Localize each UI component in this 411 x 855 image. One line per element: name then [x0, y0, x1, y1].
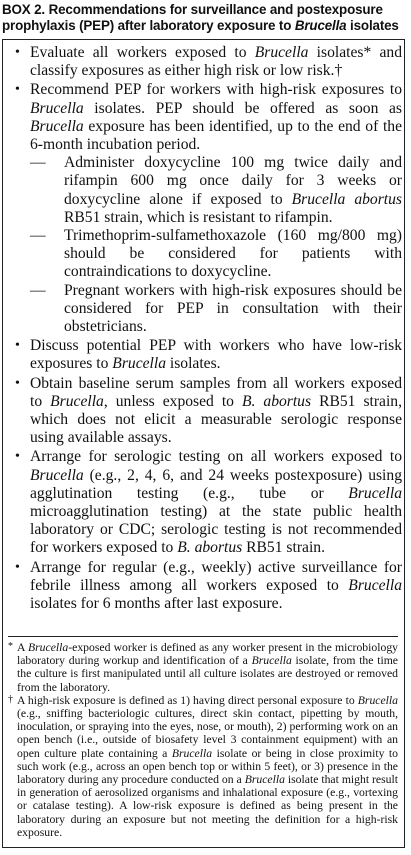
dash-icon: —	[30, 227, 46, 245]
sub-list-item: — Pregnant workers with high-risk exposures should be considered for PEP in consultation with their obstetricians.	[30, 281, 402, 336]
list-item: • Arrange for regular (e.g., weekly) active surveillance for febrile illness among all workers exposed to Brucella isolates for 6 months after last exposure.	[15, 558, 402, 613]
list-item: • Obtain baseline serum samples from all workers exposed to Brucella, unless exposed to B. abortus RB51 strain, which does not elicit a measurable serologic response using available assays.	[15, 374, 403, 447]
bullet-icon: •	[15, 82, 20, 98]
title-italic: Brucella	[294, 18, 347, 33]
dash-icon: —	[30, 154, 46, 172]
list-item: • Discuss potential PEP with workers who have low-risk exposures to Brucella isolates.	[15, 337, 402, 373]
sub-list-item: — Trimethoprim-sulfamethoxazole (160 mg/800 mg) should be considered for patients with contraindications to doxycycline.	[30, 227, 402, 281]
title-text-end: isolates	[346, 18, 399, 33]
list-item: • Arrange for serologic testing on all workers exposed to Brucella (e.g., 2, 4, 6, and 24 weeks postexposure) using agglutination testing (e.g., tube or Brucella microagglutination testing) at the state public health laboratory or CDC; serologic testing is not recommended for workers exposed to B. abortus RB51 strain.	[15, 448, 402, 557]
box-title	[2, 2, 409, 34]
footnote-exposed-worker: * A Brucella-exposed worker is defined as any worker present in the microbiology laboratory during workup and identification of a Brucella isolate, from the time the culture is first manipulated until all culture isolates are destroyed or removed from the laboratory.	[8, 641, 399, 694]
bullet-icon: •	[15, 449, 20, 465]
footnotes	[8, 636, 398, 839]
footnote-high-risk: † A high-risk exposure is defined as 1) having direct personal exposure to Brucella (e.g., sniffing bacteriologic cultures, direct skin contact, pipetting by mouth, inoculation, or spraying into the eyes, nose, or mouth), 2) performing work on an open bench (i.e., outside of biosafety level 3 containment equipment) with an open culture plate containing a Brucella isolate or being in close proximity to such work (e.g., across an open bench top or within 5 feet), or 3) presence in the laboratory during any procedure conducted on a Brucella isolate that might result in generation of aerosolized organisms and inhalational exposure (e.g., vortexing or catalase testing). A low-risk exposure is defined as being present in the laboratory during an exposure but not meeting the definition for a high-risk exposure.	[8, 693, 398, 839]
bullet-icon: •	[15, 338, 20, 354]
sub-list	[30, 154, 402, 336]
bullet-icon: •	[15, 45, 20, 60]
dash-icon: —	[30, 281, 46, 299]
recommendation-list-container	[8, 44, 402, 614]
list-item: • Recommend PEP for workers with high-risk exposures to Brucella isolates. PEP should be offered as soon as Brucella exposure has been identified, up to the end of the 6-month incubation period. — Administer doxycycline 100 mg twice daily and rifampin 600 mg once daily for 3 weeks or doxycycline alone if exposed to Brucella abortus RB51 strain, which is resistant to rifampin. — Trimethoprim-sulfamethoxazole (160 mg/800 mg) should be considered for patients with contraindications to doxycycline. — Pregnant workers with high-risk exposures should be considered for PEP in consultation with their obstetricians.	[15, 81, 402, 336]
bullet-icon: •	[15, 559, 20, 575]
list-item: • Evaluate all workers exposed to Brucella isolates* and classify exposures as either high risk or low risk.†	[15, 44, 402, 80]
bullet-icon: •	[15, 375, 20, 391]
footnote-mark: *	[8, 641, 13, 652]
recommendation-list	[8, 44, 402, 613]
sub-list-item: — Administer doxycycline 100 mg twice daily and rifampin 600 mg once daily for 3 weeks or doxycycline alone if exposed to Brucella abortus RB51 strain, which is resistant to rifampin.	[30, 154, 402, 226]
title-text: BOX 2. Recommendations for surveillance and postexposure prophylaxis (PEP) after laboratory exposure to	[2, 2, 383, 33]
footnote-mark: †	[8, 693, 13, 705]
